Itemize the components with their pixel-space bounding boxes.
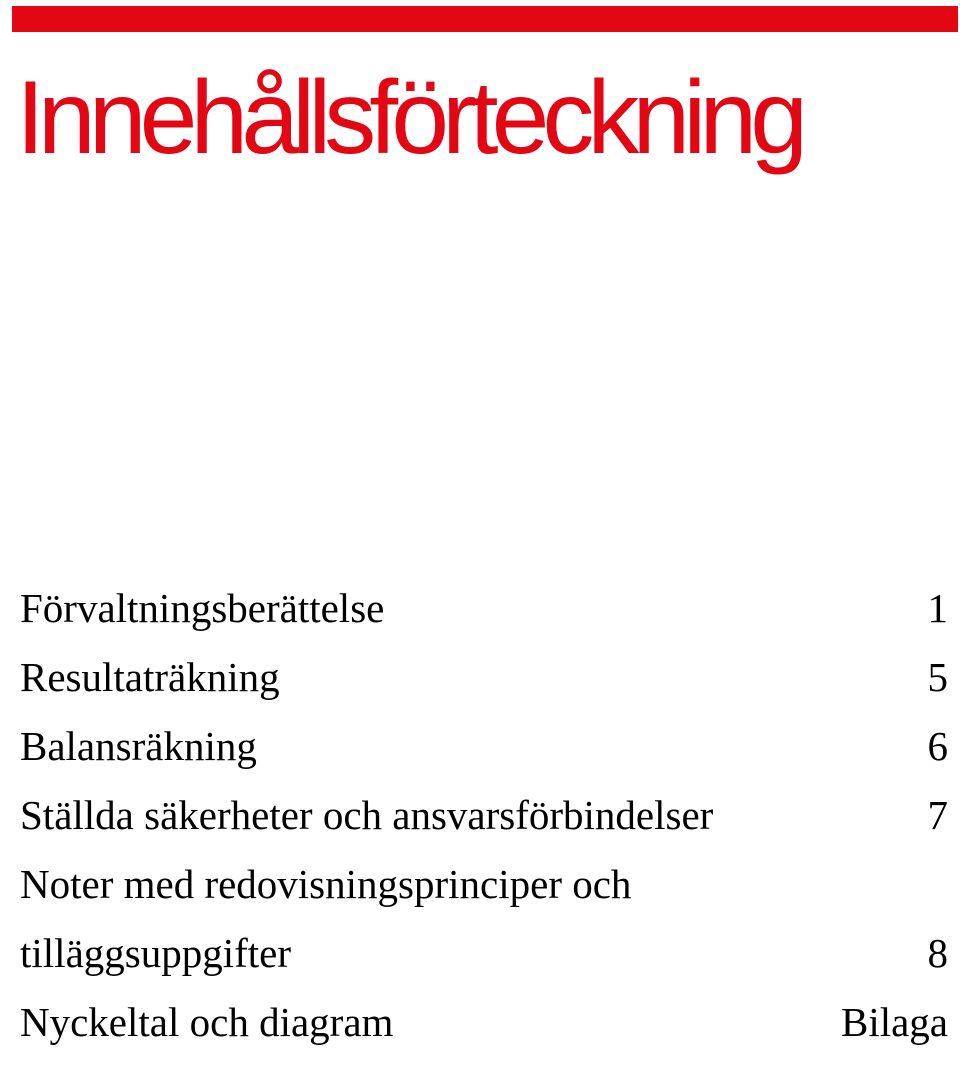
toc-entry-page: 5 <box>927 654 948 700</box>
toc-entry-page: Bilaga <box>840 999 948 1045</box>
toc-entry-noter-line1[interactable] <box>20 862 948 931</box>
toc-entry-nyckeltal[interactable] <box>20 1000 948 1069</box>
toc-entry-page: 7 <box>927 792 948 838</box>
toc-entry-stallda-sakerheter[interactable] <box>20 793 948 862</box>
toc-entry-label: Nyckeltal och diagram <box>20 999 394 1045</box>
toc-entry-page: 6 <box>927 723 948 769</box>
toc-entry-noter-line2[interactable] <box>20 931 948 1000</box>
page-title: Innehållsförteckning <box>16 60 802 176</box>
toc-entry-balansrakning[interactable] <box>20 724 948 793</box>
top-accent-bar <box>12 6 958 32</box>
toc-entry-resultatrakning[interactable] <box>20 655 948 724</box>
toc-entry-label: Resultaträkning <box>20 654 280 700</box>
toc-entry-page: 1 <box>927 585 948 631</box>
table-of-contents <box>20 586 948 1069</box>
toc-entry-label: Balansräkning <box>20 723 257 769</box>
toc-entry-page: 8 <box>927 930 948 976</box>
toc-entry-label: Noter med redovisningsprinciper och <box>20 861 632 907</box>
toc-entry-label: Ställda säkerheter och ansvarsförbindelser <box>20 792 714 838</box>
toc-entry-label: Förvaltningsberättelse <box>20 585 385 631</box>
toc-entry-forvaltningsberattelse[interactable] <box>20 586 948 655</box>
toc-entry-label: tilläggsuppgifter <box>20 930 292 976</box>
